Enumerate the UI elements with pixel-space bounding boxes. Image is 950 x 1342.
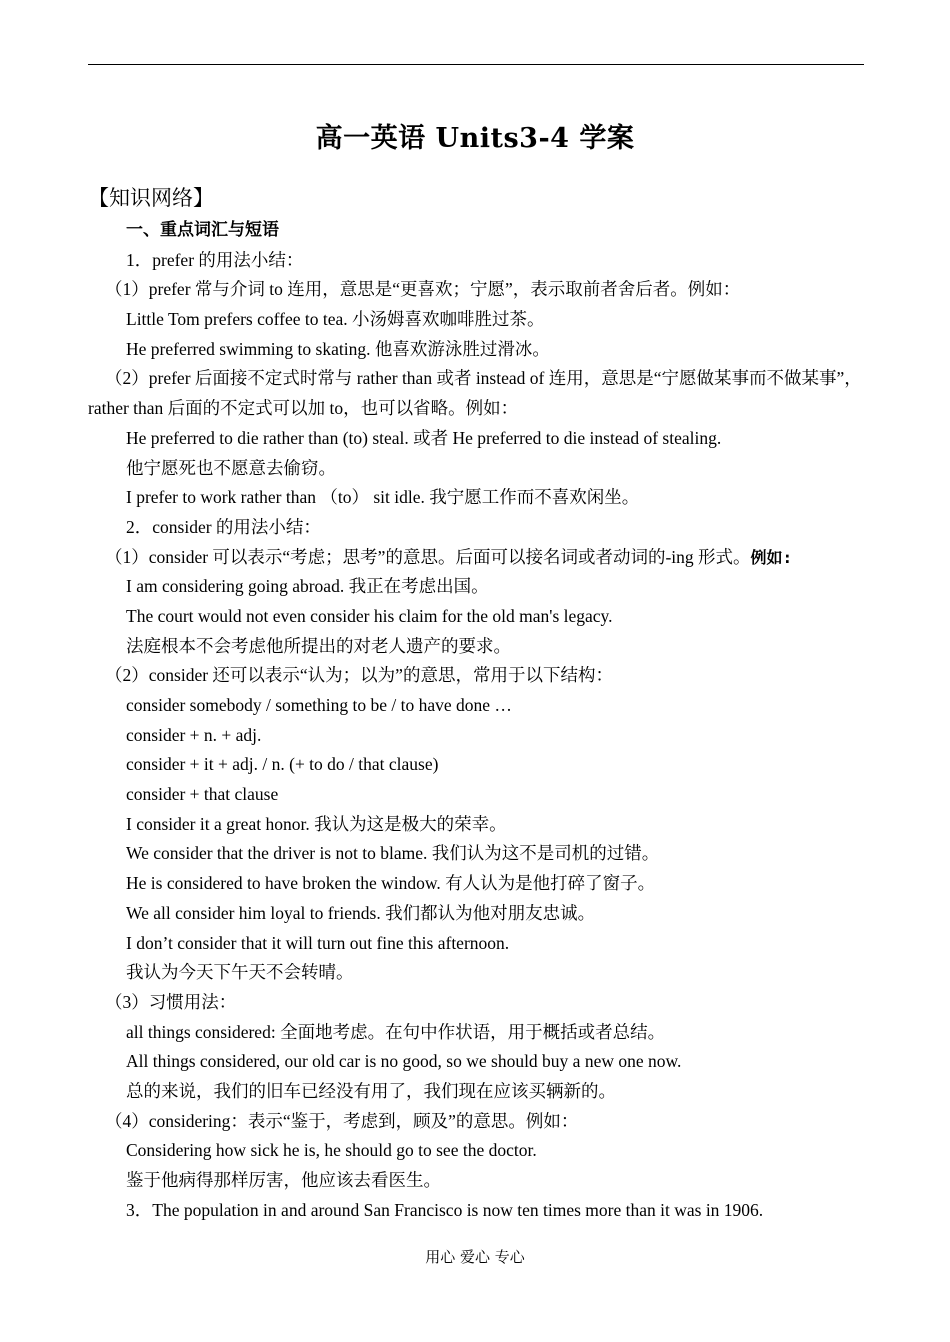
text-line	[88, 839, 866, 869]
line-text: He preferred to die rather than (to) steal. 或者 He preferred to die instead of stealing.	[126, 427, 722, 448]
line-text: All things considered, our old car is no good, so we should buy a new one now.	[126, 1051, 682, 1072]
line-text: consider + n. + adj.	[126, 724, 262, 745]
text-line	[88, 1018, 866, 1048]
line-text: consider + it + adj. / n. (+ to do / that clause)	[126, 754, 439, 775]
text-line	[88, 572, 866, 602]
line-text: consider somebody / something to be / to have done …	[126, 695, 512, 716]
line-text: 总的来说，我们的旧车已经没有用了，我们现在应该买辆新的。	[126, 1080, 616, 1101]
header-rule	[88, 64, 864, 65]
text-line	[88, 1166, 866, 1196]
line-text: （1）prefer 常与介词 to 连用，意思是“更喜欢；宁愿”，表示取前者舍后者。例如：	[105, 279, 741, 300]
line-text: 我认为今天下午天不会转晴。	[126, 962, 354, 983]
line-text: The court would not even consider his claim for the old man's legacy.	[126, 605, 613, 626]
text-line	[88, 988, 866, 1018]
line-text: （2）consider 还可以表示“认为；以为”的意思，常用于以下结构：	[105, 665, 613, 686]
text-line	[88, 750, 866, 780]
line-text: all things considered: 全面地考虑。在句中作状语，用于概括或者总结。	[126, 1021, 666, 1042]
line-text: We consider that the driver is not to blame. 我们认为这不是司机的过错。	[126, 843, 660, 864]
line-text: He is considered to have broken the window. 有人认为是他打碎了窗子。	[126, 873, 656, 894]
text-line	[88, 364, 866, 423]
text-line	[88, 1136, 866, 1166]
text-line	[88, 632, 866, 662]
section-heading: 【知识网络】	[88, 186, 214, 210]
line-text: I don’t consider that it will turn out fine this afternoon.	[126, 932, 510, 953]
text-line	[88, 929, 866, 959]
line-text: Considering how sick he is, he should go to see the doctor.	[126, 1140, 537, 1161]
text-line	[88, 483, 866, 513]
text-line	[88, 691, 866, 721]
text-line	[88, 899, 866, 929]
content-lines	[88, 246, 866, 1226]
line-text: 他宁愿死也不愿意去偷窃。	[126, 457, 336, 478]
text-line	[88, 1047, 866, 1077]
line-text: 2．consider 的用法小结：	[126, 516, 321, 537]
text-line	[88, 661, 866, 691]
line-text: 3．The population in and around San Francisco is now ten times more than it was in 1906.	[126, 1199, 764, 1220]
text-line	[88, 246, 866, 276]
text-line	[88, 454, 866, 484]
line-text: We all consider him loyal to friends. 我们都认为他对朋友忠诚。	[126, 902, 596, 923]
page-footer: 用心 爱心 专心	[425, 1248, 525, 1266]
line-text: （1）consider 可以表示“考虑；思考”的意思。后面可以接名词或者动词的-ing 形式。	[105, 546, 751, 567]
line-text: 鉴于他病得那样厉害，他应该去看医生。	[126, 1170, 441, 1191]
line-text: （4）considering：表示“鉴于，考虑到，顾及”的意思。例如：	[105, 1110, 579, 1131]
text-line	[88, 275, 866, 305]
line-text: I prefer to work rather than （to） sit idle. 我宁愿工作而不喜欢闲坐。	[126, 487, 640, 508]
text-line	[88, 305, 866, 335]
line-text: 1．prefer 的用法小结：	[126, 249, 304, 270]
line-text: （3）习惯用法：	[105, 991, 237, 1012]
text-line	[88, 543, 866, 573]
text-line	[88, 869, 866, 899]
subsection-heading: 一、重点词汇与短语	[126, 220, 279, 240]
text-line	[88, 810, 866, 840]
text-line	[88, 721, 866, 751]
text-line	[88, 1107, 866, 1137]
document-body	[88, 180, 866, 1225]
text-line	[88, 335, 866, 365]
page-title: 高一英语 Units3-4 学案	[315, 123, 635, 154]
text-line	[88, 602, 866, 632]
line-text: I consider it a great honor. 我认为这是极大的荣幸。	[126, 813, 507, 834]
text-line	[88, 513, 866, 543]
text-line	[88, 958, 866, 988]
text-line	[88, 1196, 866, 1226]
text-line	[88, 424, 866, 454]
line-text: I am considering going abroad. 我正在考虑出国。	[126, 576, 489, 597]
text-line	[88, 780, 866, 810]
text-line	[88, 1077, 866, 1107]
line-text: consider + that clause	[126, 784, 279, 805]
line-tail: 例如:	[750, 547, 793, 567]
line-text: 法庭根本不会考虑他所提出的对老人遗产的要求。	[126, 635, 511, 656]
line-text: He preferred swimming to skating. 他喜欢游泳胜过滑冰。	[126, 338, 550, 359]
line-text: Little Tom prefers coffee to tea. 小汤姆喜欢咖啡胜过茶。	[126, 309, 545, 330]
line-text: （2）prefer 后面接不定式时常与 rather than 或者 instead of 连用，意思是“宁愿做某事而不做某事”，rather than 后面的不定式可以加 to，也可以省略。例如：	[88, 368, 862, 419]
